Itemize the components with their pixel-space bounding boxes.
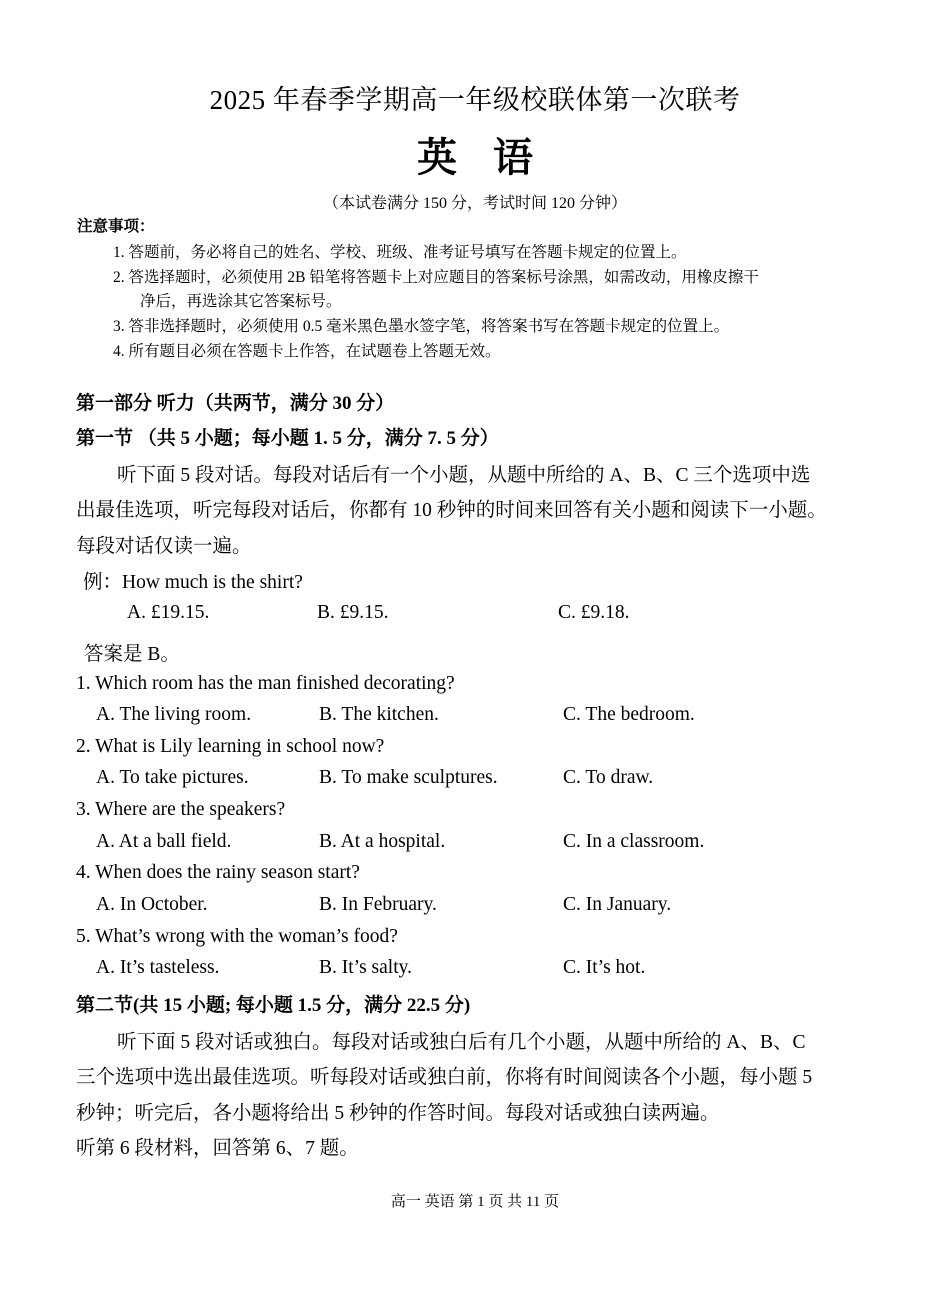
notice-heading: 注意事项： <box>77 218 155 235</box>
section2-instruction: 三个选项中选出最佳选项。听每段对话或独白前，你将有时间阅读各个小题，每小题 5 <box>76 1067 813 1088</box>
question-4: 4. When does the rainy season start? <box>76 862 360 883</box>
page-footer: 高一 英语 第 1 页 共 11 页 <box>390 1194 560 1210</box>
section1-instruction: 听下面 5 段对话。每段对话后有一个小题，从题中所给的 A、B、C 三个选项中选 <box>117 465 811 486</box>
example-question: 例：How much is the shirt? <box>83 572 303 593</box>
section1-instruction: 每段对话仅读一遍。 <box>76 536 252 557</box>
material-note: 听第 6 段材料，回答第 6、7 题。 <box>76 1138 359 1159</box>
example-option-a: A. £19.15. <box>127 602 210 623</box>
notice-item: 4. 所有题目必须在答题卡上作答，在试题卷上答题无效。 <box>113 343 501 360</box>
q2-option-c: C. To draw. <box>563 767 654 788</box>
q1-option-b: B. The kitchen. <box>319 704 439 725</box>
q3-option-b: B. At a hospital. <box>319 831 446 852</box>
q5-option-c: C. It’s hot. <box>563 957 646 978</box>
example-option-c: C. £9.18. <box>558 602 630 623</box>
q4-option-c: C. In January. <box>563 894 672 915</box>
question-3: 3. Where are the speakers? <box>76 799 286 820</box>
notice-item: 2. 答选择题时，必须使用 2B 铅笔将答题卡上对应题目的答案标号涂黑，如需改动，用橡皮擦干 <box>113 269 759 286</box>
section2-heading: 第二节(共 15 小题; 每小题 1.5 分，满分 22.5 分) <box>76 995 471 1016</box>
q2-option-b: B. To make sculptures. <box>319 767 498 788</box>
question-2: 2. What is Lily learning in school now? <box>76 736 385 757</box>
question-5: 5. What’s wrong with the woman’s food? <box>76 926 398 947</box>
q2-option-a: A. To take pictures. <box>96 767 249 788</box>
section2-instruction: 听下面 5 段对话或独白。每段对话或独白后有几个小题，从题中所给的 A、B、C <box>117 1032 806 1053</box>
exam-title: 2025 年春季学期高一年级校联体第一次联考 <box>209 85 741 115</box>
q4-option-b: B. In February. <box>319 894 437 915</box>
section1-heading: 第一节 （共 5 小题；每小题 1. 5 分，满分 7. 5 分） <box>76 428 499 449</box>
q4-option-a: A. In October. <box>96 894 208 915</box>
section1-instruction: 出最佳选项，听完每段对话后，你都有 10 秒钟的时间来回答有关小题和阅读下一小题。 <box>76 500 827 521</box>
q1-option-c: C. The bedroom. <box>563 704 695 725</box>
section2-instruction: 秒钟；听完后，各小题将给出 5 秒钟的作答时间。每段对话或独白读两遍。 <box>76 1103 720 1124</box>
q1-option-a: A. The living room. <box>96 704 252 725</box>
score-note: （本试卷满分 150 分，考试时间 120 分钟） <box>322 195 627 212</box>
notice-item: 1. 答题前，务必将自己的姓名、学校、班级、准考证号填写在答题卡规定的位置上。 <box>113 244 687 261</box>
notice-item-continued: 净后，再选涂其它答案标号。 <box>140 293 342 310</box>
example-option-b: B. £9.15. <box>317 602 389 623</box>
example-answer: 答案是 B。 <box>84 644 180 665</box>
q5-option-b: B. It’s salty. <box>319 957 412 978</box>
q3-option-c: C. In a classroom. <box>563 831 705 852</box>
part1-heading: 第一部分 听力（共两节，满分 30 分） <box>76 393 395 414</box>
question-1: 1. Which room has the man finished decorating? <box>76 673 455 694</box>
q3-option-a: A. At a ball field. <box>96 831 232 852</box>
notice-item: 3. 答非选择题时，必须使用 0.5 毫米黑色墨水签字笔，将答案书写在答题卡规定的位置上。 <box>113 318 730 335</box>
exam-subject: 英语 <box>417 135 569 180</box>
q5-option-a: A. It’s tasteless. <box>96 957 220 978</box>
